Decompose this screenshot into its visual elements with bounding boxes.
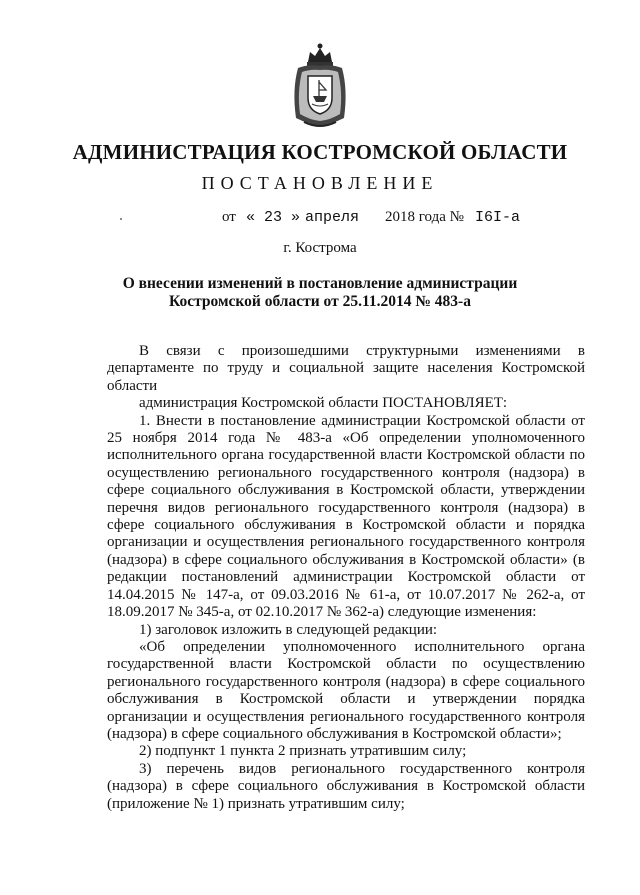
date-prefix: от <box>222 209 236 225</box>
paragraph-resolves: администрация Костромской области ПОСТАНОВЛЯЕТ: <box>139 395 508 412</box>
paragraph-subitem-3: 3) перечень видов регионального государственного контроля (надзора) в сфере социального обслуживания в Костромской области (приложение № 1) признать утратившим силу; <box>107 760 585 812</box>
document-subject <box>110 275 530 311</box>
paragraph-subitem-2: 2) подпункт 1 пункта 2 признать утратившим силу; <box>139 743 467 760</box>
coat-of-arms-emblem <box>288 42 352 132</box>
paragraph-subitem-1: 1) заголовок изложить в следующей редакции: <box>139 621 438 638</box>
paragraph-new-title: «Об определении уполномоченного исполнительного органа государственной власти Костромской области по осуществлению регионального государственного контроля (надзора) в сфере социального обслуживания в Костромской области и утверждении порядка организации и осуществления регионального государственного контроля (надзора) в сфере социального обслуживания в Костромской области»; <box>107 638 585 742</box>
organization-title: АДМИНИСТРАЦИЯ КОСТРОМСКОЙ ОБЛАСТИ <box>72 140 568 164</box>
date-year: 2018 года № <box>385 209 464 225</box>
document-type: ПОСТАНОВЛЕНИЕ <box>201 173 439 193</box>
document-number: I6I-а <box>475 209 521 226</box>
paragraph-item-1: 1. Внести в постановление администрации Костромской области от 25 ноября 2014 года № 483-а «Об определении уполномоченного исполнительного органа государственной власти Костромской области по осуществлению регионального государственного контроля (надзора) в сфере социального обслуживания в Костромской области, утверждении перечня видов регионального государственного контроля (надзора) в сфере социального обслуживания в Костромской области и порядка организации и осуществления регионального государственного контроля (надзора) в сфере социального обслуживания в Костромской области» (в редакции постановлений администрации Костромской области от 14.04.2015 № 147-а, от 09.03.2016 № 61-а, от 10.07.2017 № 262-а, от 18.09.2017 № 345-а, от 02.10.2017 № 362-а) следующие изменения: <box>107 412 585 621</box>
city-name: г. Кострома <box>283 240 357 256</box>
subject-line-1: О внесении изменений в постановление администрации <box>122 275 518 292</box>
scan-speck <box>120 218 122 220</box>
date-month: апреля <box>305 209 360 226</box>
subject-line-2: Костромской области от 25.11.2014 № 483-а <box>169 293 471 310</box>
document-body <box>107 343 585 813</box>
date-day: « 23 » <box>246 209 301 226</box>
paragraph-preamble: В связи с произошедшими структурными изменениями в департаменте по труду и социальной защите населения Костромской области <box>107 343 585 394</box>
